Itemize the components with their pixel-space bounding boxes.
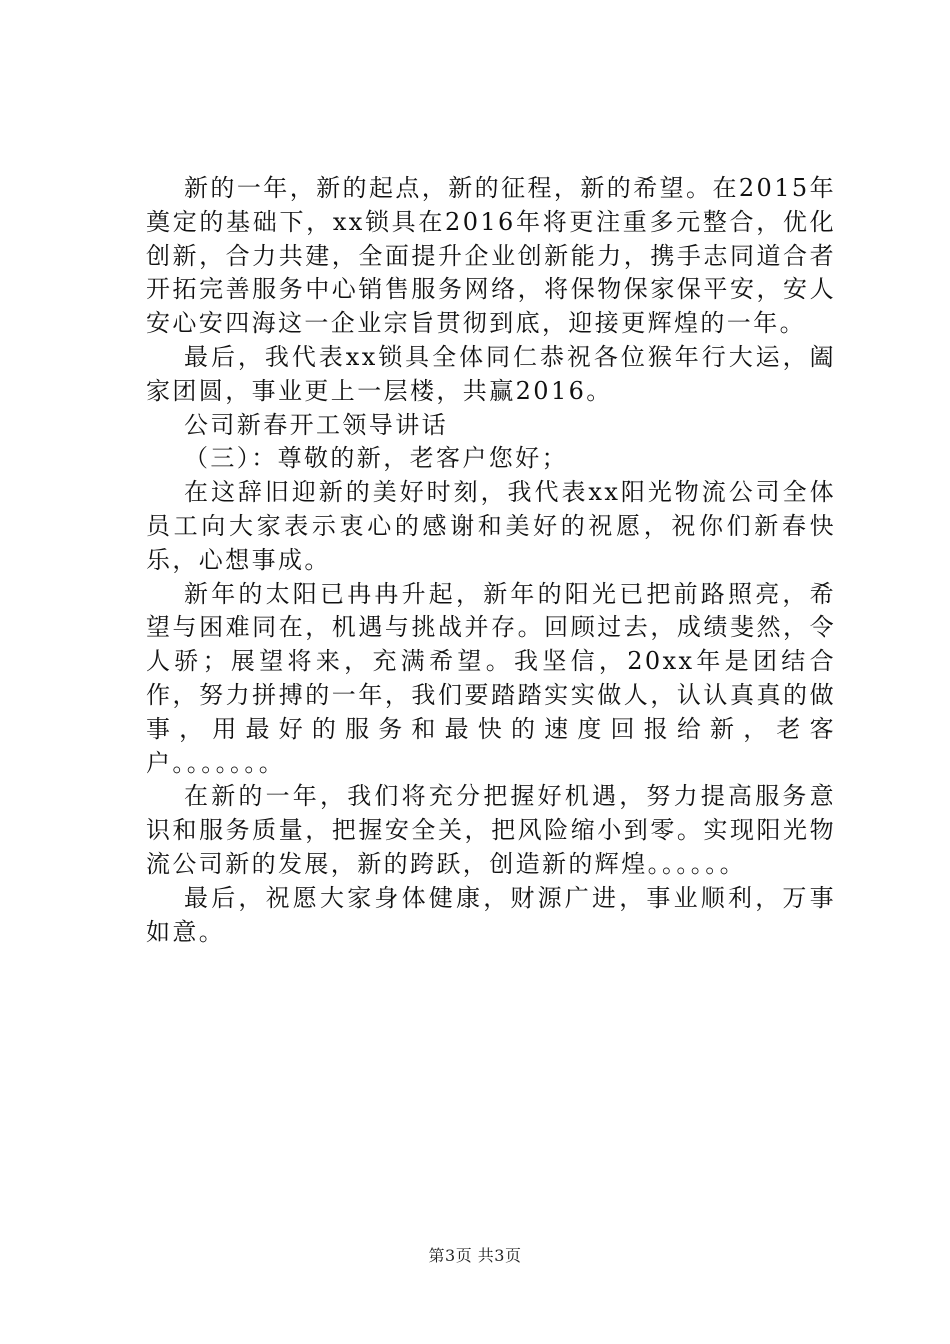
paragraph-closing-wishes-lock: 最后，我代表xx锁具全体同仁恭祝各位猴年行大运，阖家团圆，事业更上一层楼，共赢2016。 <box>146 342 836 405</box>
paragraph-thanks: 在这辞旧迎新的美好时刻，我代表xx阳光物流公司全体员工向大家表示衷心的感谢和美好的祝愿，祝你们新春快乐，心想事成。 <box>146 478 836 574</box>
paragraph-plans: 在新的一年，我们将充分把握好机遇，努力提高服务意识和服务质量，把握安全关，把风险缩小到零。实现阳光物流公司新的发展，新的跨跃，创造新的辉煌。。。。。。 <box>146 782 836 878</box>
section-title: 公司新春开工领导讲话 <box>184 410 448 439</box>
greeting-line: （三）：尊敬的新，老客户您好； <box>184 444 568 473</box>
document-body <box>146 172 836 949</box>
paragraph-new-year-goals: 新的一年，新的起点，新的征程，新的希望。在2015年奠定的基础下，xx锁具在2016年将更注重多元整合，优化创新，合力共建，全面提升企业创新能力，携手志同道合者开拓完善服务中心销售服务网络，将保物保家保平安，安人安心安四海这一企业宗旨贯彻到底，迎接更辉煌的一年。 <box>146 174 836 338</box>
page-number-footer: 第3页 共3页 <box>428 1246 522 1265</box>
paragraph-outlook: 新年的太阳已冉冉升起，新年的阳光已把前路照亮，希望与困难同在，机遇与挑战并存。回顾过去，成绩斐然，令人骄；展望将来，充满希望。我坚信，20xx年是团结合作，努力拼搏的一年，我们要踏踏实实做人，认认真真的做事，用最好的服务和最快的速度回报给新，老客户。。。。。。。 <box>146 579 836 777</box>
paragraph-final-wishes: 最后，祝愿大家身体健康，财源广进，事业顺利，万事如意。 <box>146 883 836 946</box>
